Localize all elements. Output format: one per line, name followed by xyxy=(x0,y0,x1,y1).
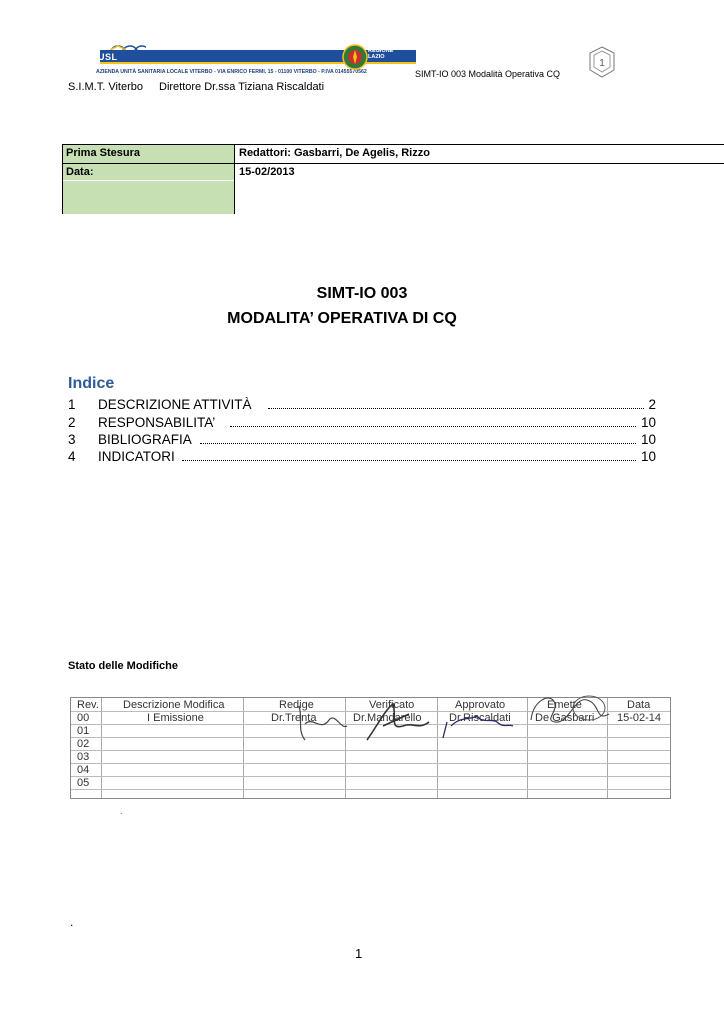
index-heading: Indice xyxy=(68,375,115,392)
signature-approvato-icon xyxy=(437,706,517,746)
azienda-address: AZIENDA UNITÀ SANITARIA LOCALE VITERBO - VIA ENRICO FERMI, 15 - 01100 VITERBO - P.IVA 01455570562 xyxy=(96,69,367,75)
header-logo xyxy=(70,44,420,84)
svg-text:1: 1 xyxy=(599,58,605,69)
col-header-redige: Redige xyxy=(279,699,314,711)
document-title-code: SIMT-IO 003 xyxy=(316,285,408,302)
document-title: MODALITA’ OPERATIVA DI CQ xyxy=(227,310,457,327)
col-header-approvato: Approvato xyxy=(455,699,506,711)
simt-director-line xyxy=(68,81,324,93)
col-header-rev: Rev. xyxy=(77,699,99,711)
data-cell: 15-02-14 xyxy=(617,712,662,724)
rev-cell: 05 xyxy=(77,777,90,789)
approvato-cell: Dr.Riscaldati xyxy=(449,712,511,724)
rev-cell: 04 xyxy=(77,764,90,776)
toc-entry[interactable] xyxy=(68,449,656,467)
page-number: 1 xyxy=(355,946,363,961)
toc-label: DESCRIZIONE ATTIVITÀ xyxy=(98,397,252,412)
toc-leader xyxy=(268,408,644,409)
col-header-data: Data xyxy=(627,699,651,711)
rev-cell: 02 xyxy=(77,738,90,750)
toc-page: 10 xyxy=(640,432,656,447)
toc-page: 2 xyxy=(648,397,656,412)
toc-leader xyxy=(230,426,636,427)
simt-name: S.I.M.T. Viterbo xyxy=(68,81,143,93)
toc-label: BIBLIOGRAFIA xyxy=(98,432,192,447)
toc-entry[interactable] xyxy=(68,432,656,450)
toc-number: 4 xyxy=(68,449,76,464)
toc-number: 1 xyxy=(68,397,76,412)
modifications-heading: Stato delle Modifiche xyxy=(68,660,179,672)
toc-entry[interactable] xyxy=(68,415,656,433)
redattori-value: Redattori: Gasbarri, De Agelis, Rizzo xyxy=(234,145,724,163)
prima-stesura-label: Prima Stesura xyxy=(62,145,234,163)
redige-cell: Dr.Trenta xyxy=(271,712,317,724)
toc-leader xyxy=(200,443,636,444)
col-header-emette: Emette xyxy=(547,699,582,711)
logo-text: USL xyxy=(98,52,118,62)
col-header-verificato: Verificato xyxy=(369,699,415,711)
rev-cell: 03 xyxy=(77,751,90,763)
data-value: 15-02/2013 xyxy=(234,164,724,214)
rev-cell: 00 xyxy=(77,712,90,724)
verificato-cell: Dr.Mandarello xyxy=(353,712,422,724)
stray-dot: . xyxy=(70,915,74,929)
stray-mark: . xyxy=(120,806,123,816)
toc-label: RESPONSABILITA’ xyxy=(98,415,216,430)
toc-leader xyxy=(182,460,636,461)
rev-cell: 01 xyxy=(77,725,90,737)
director-name: Direttore Dr.ssa Tiziana Riscaldati xyxy=(159,81,325,93)
toc-entry[interactable] xyxy=(68,397,656,415)
signature-verificato-icon xyxy=(363,696,433,748)
document-code: SIMT-IO 003 Modalità Operativa CQ xyxy=(415,69,561,79)
toc-page: 10 xyxy=(640,415,656,430)
toc-label: INDICATORI xyxy=(98,449,175,464)
shield-icon xyxy=(588,46,616,78)
descrizione-cell: I Emissione xyxy=(147,712,204,724)
modifications-table xyxy=(70,697,671,799)
regione-label: REGIONE LAZIO xyxy=(368,48,394,60)
toc-page: 10 xyxy=(640,449,656,464)
toc-number: 3 xyxy=(68,432,76,447)
toc-number: 2 xyxy=(68,415,76,430)
emette-cell: De Gasbarri xyxy=(535,712,595,724)
header-band-accent xyxy=(100,62,416,64)
data-label: Data: xyxy=(62,164,234,214)
signature-redige-icon xyxy=(291,696,351,746)
signature-emette-icon xyxy=(525,690,615,730)
regione-lazio-emblem-icon xyxy=(342,44,368,70)
col-header-descrizione: Descrizione Modifica xyxy=(123,699,225,711)
